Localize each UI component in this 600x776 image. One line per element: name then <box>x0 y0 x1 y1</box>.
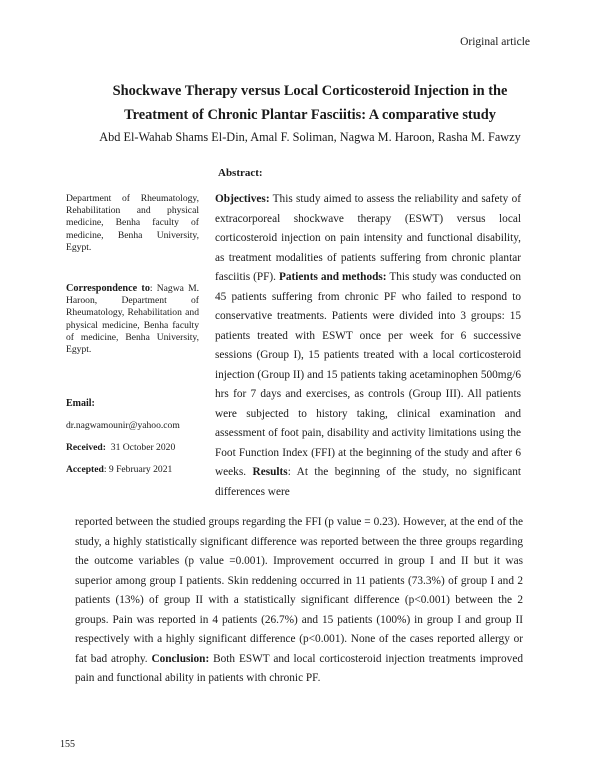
results-label: Results <box>252 466 288 478</box>
article-type-label: Original article <box>460 36 530 48</box>
received-date <box>66 442 175 453</box>
accepted-value: : 9 February 2021 <box>103 464 173 475</box>
author-list: Abd El-Wahab Shams El-Din, Amal F. Soliman, Nagwa M. Haroon, Rasha M. Fawzy <box>99 130 521 144</box>
correspondence-separator: : <box>149 283 157 294</box>
conclusion-text: Both ESWT and local corticosteroid injection treatments improved pain and functional ability in patients with chronic PF. <box>75 652 523 684</box>
affiliation: Department of Rheumatology, Rehabilitation and physical medicine, Benha faculty of medicine, Benha University, Egypt. <box>66 193 199 253</box>
abstract-heading: Abstract: <box>218 167 263 179</box>
methods-label: Patients and methods: <box>278 271 387 283</box>
email-label: Email: <box>66 398 95 409</box>
conclusion-label: Conclusion: <box>151 652 210 665</box>
article-title-line-2: Treatment of Chronic Plantar Fasciitis: A comparative study <box>124 107 496 123</box>
methods-text: This study was conducted on 45 patients suffering from chronic PF who failed to respond to conservative treatments. Patients were divided into 3 groups: 15 patients treated with ESWT once per week for 6 successive sessions (Group I), 15 patients treated with a local corticosteroid injection (Group II) and 15 patients taking acetaminophen 500mg/6 hrs for 7 days and exercises, as controls (Group III). All patients were subjected to history taking, clinical examination and assessment of foot pain, disability and activity limitations using the Foot Function Index (FFI) at the beginning of the study and after 6 weeks. <box>215 271 521 478</box>
article-title-line-1: Shockwave Therapy versus Local Corticosteroid Injection in the <box>112 83 508 99</box>
received-value: 31 October 2020 <box>110 442 176 453</box>
abstract-column <box>215 190 521 502</box>
results-text-start: : At the beginning of the study, no significant differences were <box>215 466 521 498</box>
page-number: 155 <box>60 739 75 750</box>
results-text-continued: reported between the studied groups regarding the FFI (p value = 0.23). However, at the end of the study, a highly statistically significant difference was reported between the three groups regarding the outcome variables (p value =0.001). Improvement occurred in group I and II but it was superior among group I patients. Skin reddening occurred in 11 patients (73.3%) of group I and 2 patients (13%) of group II with a statistically significant difference (p<0.001) between the 2 groups. Pain was reported in 4 patients (26.7%) and 15 patients (100%) in group I and group II respectively with a highly significant difference (p<0.001). None of the cases reported allergy or fat bad atrophy. <box>75 516 523 665</box>
accepted-date <box>66 464 172 475</box>
objectives-text: This study aimed to assess the reliability and safety of extracorporeal shockwave therapy (ESWT) versus local corticosteroid injection on pain intensity and functional disability, as treatment modalities of patients suffering from chronic plantar fasciitis (PF). <box>215 193 521 283</box>
correspondence-block <box>66 283 199 356</box>
correspondence-label: Correspondence to <box>66 283 150 294</box>
abstract-continuation <box>75 513 523 689</box>
accepted-label: Accepted <box>66 464 104 475</box>
email-address: dr.nagwamounir@yahoo.com <box>66 420 180 431</box>
received-label: Received: <box>66 442 106 453</box>
objectives-label: Objectives: <box>215 193 270 205</box>
correspondence-text: Nagwa M. Haroon, Department of Rheumatology, Rehabilitation and physical medicine, Benha faculty of medicine, Benha University, Egypt. <box>66 283 200 356</box>
